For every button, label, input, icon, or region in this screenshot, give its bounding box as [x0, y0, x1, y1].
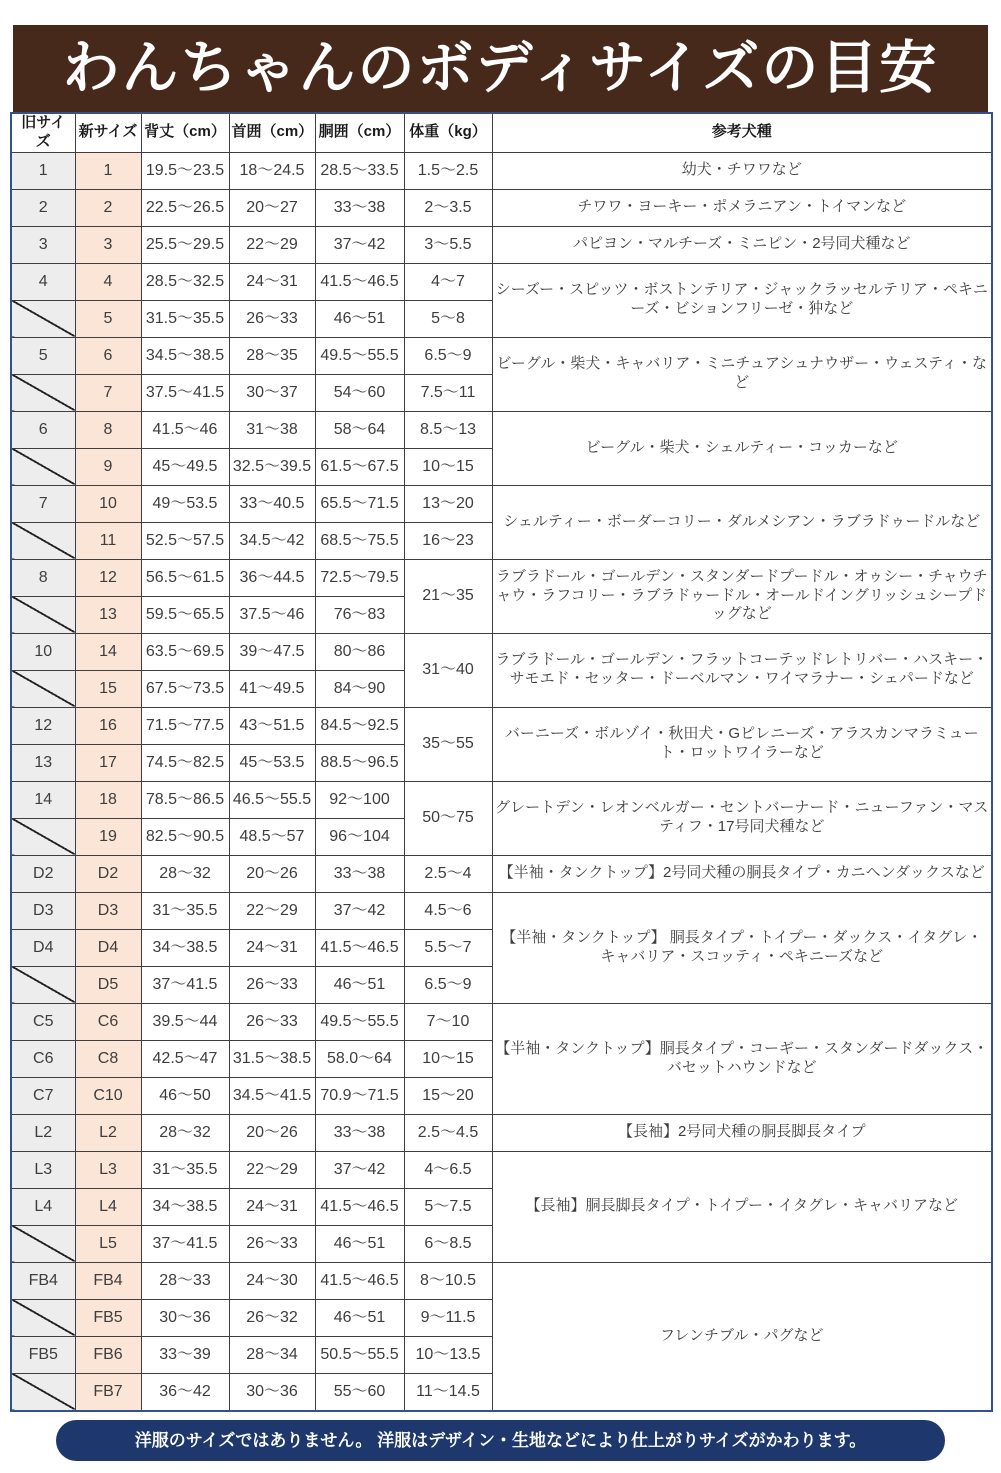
- old-size-cell: FB4: [11, 1262, 75, 1299]
- weight-cell: 4～6.5: [404, 1151, 492, 1188]
- chest-girth-cell: 50.5～55.5: [315, 1336, 404, 1373]
- weight-cell: 2.5～4.5: [404, 1114, 492, 1151]
- chest-girth-cell: 49.5～55.5: [315, 1003, 404, 1040]
- back-length-cell: 37.5～41.5: [141, 374, 229, 411]
- back-length-cell: 63.5～69.5: [141, 633, 229, 670]
- old-size-empty-cell: [11, 596, 75, 633]
- table-row: [11, 781, 992, 818]
- neck-girth-cell: 32.5～39.5: [229, 448, 315, 485]
- weight-cell: 7.5～11: [404, 374, 492, 411]
- ref-breeds-cell: フレンチブル・パグなど: [492, 1262, 992, 1411]
- back-length-cell: 31～35.5: [141, 892, 229, 929]
- size-table: [10, 112, 993, 1412]
- chest-girth-cell: 46～51: [315, 300, 404, 337]
- table-row: [11, 152, 992, 189]
- neck-girth-cell: 43～51.5: [229, 707, 315, 744]
- neck-girth-cell: 34.5～41.5: [229, 1077, 315, 1114]
- ref-breeds-cell: 【長袖】2号同犬種の胴長脚長タイプ: [492, 1114, 992, 1151]
- new-size-cell: FB6: [75, 1336, 141, 1373]
- old-size-empty-cell: [11, 448, 75, 485]
- old-size-cell: FB5: [11, 1336, 75, 1373]
- neck-girth-cell: 24～31: [229, 1188, 315, 1225]
- chest-girth-cell: 49.5～55.5: [315, 337, 404, 374]
- new-size-cell: C10: [75, 1077, 141, 1114]
- new-size-cell: 15: [75, 670, 141, 707]
- neck-girth-cell: 26～33: [229, 300, 315, 337]
- table-row: [11, 1151, 992, 1188]
- weight-cell: 5～7.5: [404, 1188, 492, 1225]
- back-length-cell: 82.5～90.5: [141, 818, 229, 855]
- chest-girth-cell: 54～60: [315, 374, 404, 411]
- new-size-cell: FB5: [75, 1299, 141, 1336]
- size-table-wrap: [10, 112, 993, 1412]
- weight-cell: 10～13.5: [404, 1336, 492, 1373]
- back-length-cell: 59.5～65.5: [141, 596, 229, 633]
- header-chest-girth: 胴囲（cm）: [315, 113, 404, 152]
- header-weight: 体重（kg）: [404, 113, 492, 152]
- back-length-cell: 71.5～77.5: [141, 707, 229, 744]
- table-row: [11, 226, 992, 263]
- back-length-cell: 46～50: [141, 1077, 229, 1114]
- table-row: [11, 1262, 992, 1299]
- header-old-size: 旧サイズ: [11, 113, 75, 152]
- ref-breeds-cell: ビーグル・柴犬・シェルティー・コッカーなど: [492, 411, 992, 485]
- weight-cell: 13～20: [404, 485, 492, 522]
- chest-girth-cell: 37～42: [315, 1151, 404, 1188]
- weight-cell: 6.5～9: [404, 966, 492, 1003]
- new-size-cell: C6: [75, 1003, 141, 1040]
- ref-breeds-cell: 【半袖・タンクトップ】2号同犬種の胴長タイプ・カニヘンダックスなど: [492, 855, 992, 892]
- table-row: [11, 559, 992, 596]
- weight-cell: 15～20: [404, 1077, 492, 1114]
- chest-girth-cell: 46～51: [315, 966, 404, 1003]
- header-row: [11, 113, 992, 152]
- weight-cell: 4～7: [404, 263, 492, 300]
- chest-girth-cell: 41.5～46.5: [315, 1262, 404, 1299]
- ref-breeds-cell: ラブラドール・ゴールデン・フラットコーテッドレトリバー・ハスキー・サモエド・セッター・ドーベルマン・ワイマラナー・シェパードなど: [492, 633, 992, 707]
- ref-breeds-cell: チワワ・ヨーキー・ポメラニアン・トイマンなど: [492, 189, 992, 226]
- table-row: [11, 1003, 992, 1040]
- old-size-cell: 6: [11, 411, 75, 448]
- header-ref-breeds: 参考犬種: [492, 113, 992, 152]
- table-row: [11, 189, 992, 226]
- old-size-cell: 2: [11, 189, 75, 226]
- header-back-length: 背丈（cm）: [141, 113, 229, 152]
- neck-girth-cell: 45～53.5: [229, 744, 315, 781]
- old-size-cell: L3: [11, 1151, 75, 1188]
- chest-girth-cell: 65.5～71.5: [315, 485, 404, 522]
- neck-girth-cell: 20～26: [229, 1114, 315, 1151]
- new-size-cell: 7: [75, 374, 141, 411]
- back-length-cell: 28～33: [141, 1262, 229, 1299]
- ref-breeds-cell: シェルティー・ボーダーコリー・ダルメシアン・ラブラドゥードルなど: [492, 485, 992, 559]
- table-row: [11, 485, 992, 522]
- old-size-cell: 5: [11, 337, 75, 374]
- new-size-cell: 11: [75, 522, 141, 559]
- neck-girth-cell: 34.5～42: [229, 522, 315, 559]
- back-length-cell: 34.5～38.5: [141, 337, 229, 374]
- table-row: [11, 411, 992, 448]
- chest-girth-cell: 76～83: [315, 596, 404, 633]
- new-size-cell: 13: [75, 596, 141, 633]
- old-size-cell: 10: [11, 633, 75, 670]
- old-size-cell: 7: [11, 485, 75, 522]
- weight-cell: 2.5～4: [404, 855, 492, 892]
- weight-cell: 7～10: [404, 1003, 492, 1040]
- new-size-cell: 1: [75, 152, 141, 189]
- ref-breeds-cell: バーニーズ・ボルゾイ・秋田犬・Gピレニーズ・アラスカンマラミュート・ロットワイラーなど: [492, 707, 992, 781]
- neck-girth-cell: 41～49.5: [229, 670, 315, 707]
- table-row: [11, 263, 992, 300]
- old-size-empty-cell: [11, 1225, 75, 1262]
- neck-girth-cell: 22～29: [229, 1151, 315, 1188]
- back-length-cell: 28～32: [141, 1114, 229, 1151]
- old-size-cell: D3: [11, 892, 75, 929]
- weight-cell: 31～40: [404, 633, 492, 707]
- neck-girth-cell: 26～33: [229, 1003, 315, 1040]
- back-length-cell: 19.5～23.5: [141, 152, 229, 189]
- new-size-cell: 17: [75, 744, 141, 781]
- chest-girth-cell: 33～38: [315, 189, 404, 226]
- back-length-cell: 22.5～26.5: [141, 189, 229, 226]
- neck-girth-cell: 22～29: [229, 892, 315, 929]
- chest-girth-cell: 41.5～46.5: [315, 1188, 404, 1225]
- old-size-cell: L4: [11, 1188, 75, 1225]
- chest-girth-cell: 41.5～46.5: [315, 929, 404, 966]
- ref-breeds-cell: 幼犬・チワワなど: [492, 152, 992, 189]
- old-size-cell: C5: [11, 1003, 75, 1040]
- chest-girth-cell: 80～86: [315, 633, 404, 670]
- new-size-cell: 5: [75, 300, 141, 337]
- chest-girth-cell: 61.5～67.5: [315, 448, 404, 485]
- weight-cell: 4.5～6: [404, 892, 492, 929]
- weight-cell: 16～23: [404, 522, 492, 559]
- back-length-cell: 28.5～32.5: [141, 263, 229, 300]
- old-size-cell: 12: [11, 707, 75, 744]
- weight-cell: 8～10.5: [404, 1262, 492, 1299]
- header-neck-girth: 首囲（cm）: [229, 113, 315, 152]
- new-size-cell: L3: [75, 1151, 141, 1188]
- weight-cell: 21～35: [404, 559, 492, 633]
- new-size-cell: 14: [75, 633, 141, 670]
- neck-girth-cell: 36～44.5: [229, 559, 315, 596]
- weight-cell: 10～15: [404, 1040, 492, 1077]
- neck-girth-cell: 26～33: [229, 1225, 315, 1262]
- back-length-cell: 30～36: [141, 1299, 229, 1336]
- ref-breeds-cell: 【半袖・タンクトップ】 胴長タイプ・トイプー・ダックス・イタグレ・キャバリア・スコッティ・ペキニーズなど: [492, 892, 992, 1003]
- back-length-cell: 25.5～29.5: [141, 226, 229, 263]
- chest-girth-cell: 46～51: [315, 1225, 404, 1262]
- neck-girth-cell: 33～40.5: [229, 485, 315, 522]
- table-row: [11, 855, 992, 892]
- old-size-cell: 13: [11, 744, 75, 781]
- weight-cell: 35～55: [404, 707, 492, 781]
- chest-girth-cell: 70.9～71.5: [315, 1077, 404, 1114]
- new-size-cell: C8: [75, 1040, 141, 1077]
- new-size-cell: 18: [75, 781, 141, 818]
- back-length-cell: 74.5～82.5: [141, 744, 229, 781]
- old-size-empty-cell: [11, 1299, 75, 1336]
- chest-girth-cell: 37～42: [315, 226, 404, 263]
- new-size-cell: D3: [75, 892, 141, 929]
- weight-cell: 6.5～9: [404, 337, 492, 374]
- back-length-cell: 56.5～61.5: [141, 559, 229, 596]
- weight-cell: 2～3.5: [404, 189, 492, 226]
- back-length-cell: 36～42: [141, 1373, 229, 1411]
- back-length-cell: 34～38.5: [141, 1188, 229, 1225]
- new-size-cell: 8: [75, 411, 141, 448]
- new-size-cell: FB4: [75, 1262, 141, 1299]
- new-size-cell: L4: [75, 1188, 141, 1225]
- weight-cell: 6～8.5: [404, 1225, 492, 1262]
- weight-cell: 10～15: [404, 448, 492, 485]
- neck-girth-cell: 28～35: [229, 337, 315, 374]
- neck-girth-cell: 24～31: [229, 263, 315, 300]
- new-size-cell: 4: [75, 263, 141, 300]
- back-length-cell: 33～39: [141, 1336, 229, 1373]
- new-size-cell: D2: [75, 855, 141, 892]
- old-size-cell: D2: [11, 855, 75, 892]
- old-size-cell: C7: [11, 1077, 75, 1114]
- new-size-cell: 2: [75, 189, 141, 226]
- new-size-cell: 10: [75, 485, 141, 522]
- new-size-cell: 9: [75, 448, 141, 485]
- back-length-cell: 34～38.5: [141, 929, 229, 966]
- disclaimer-banner: 洋服のサイズではありません。 洋服はデザイン・生地などにより仕上がりサイズがかわります。: [56, 1420, 945, 1461]
- chest-girth-cell: 88.5～96.5: [315, 744, 404, 781]
- back-length-cell: 52.5～57.5: [141, 522, 229, 559]
- neck-girth-cell: 26～33: [229, 966, 315, 1003]
- new-size-cell: L2: [75, 1114, 141, 1151]
- table-row: [11, 633, 992, 670]
- chest-girth-cell: 55～60: [315, 1373, 404, 1411]
- old-size-cell: 4: [11, 263, 75, 300]
- old-size-empty-cell: [11, 522, 75, 559]
- new-size-cell: D5: [75, 966, 141, 1003]
- new-size-cell: D4: [75, 929, 141, 966]
- new-size-cell: L5: [75, 1225, 141, 1262]
- back-length-cell: 78.5～86.5: [141, 781, 229, 818]
- page-title: わんちゃんのボディサイズの目安: [13, 25, 988, 112]
- back-length-cell: 37～41.5: [141, 1225, 229, 1262]
- neck-girth-cell: 48.5～57: [229, 818, 315, 855]
- neck-girth-cell: 31～38: [229, 411, 315, 448]
- back-length-cell: 45～49.5: [141, 448, 229, 485]
- chest-girth-cell: 96～104: [315, 818, 404, 855]
- neck-girth-cell: 20～27: [229, 189, 315, 226]
- back-length-cell: 39.5～44: [141, 1003, 229, 1040]
- neck-girth-cell: 26～32: [229, 1299, 315, 1336]
- back-length-cell: 28～32: [141, 855, 229, 892]
- back-length-cell: 31.5～35.5: [141, 300, 229, 337]
- weight-cell: 50～75: [404, 781, 492, 855]
- weight-cell: 5～8: [404, 300, 492, 337]
- weight-cell: 11～14.5: [404, 1373, 492, 1411]
- ref-breeds-cell: ラブラドール・ゴールデン・スタンダードプードル・オゥシー・チャウチャウ・ラフコリー・ラブラドゥードル・オールドイングリッシュシープドッグなど: [492, 559, 992, 633]
- table-row: [11, 892, 992, 929]
- ref-breeds-cell: 【半袖・タンクトップ】胴長タイプ・コーギー・スタンダードダックス・バセットハウンドなど: [492, 1003, 992, 1114]
- neck-girth-cell: 28～34: [229, 1336, 315, 1373]
- chest-girth-cell: 84～90: [315, 670, 404, 707]
- back-length-cell: 42.5～47: [141, 1040, 229, 1077]
- back-length-cell: 67.5～73.5: [141, 670, 229, 707]
- neck-girth-cell: 20～26: [229, 855, 315, 892]
- size-table-header: [11, 113, 992, 152]
- ref-breeds-cell: グレートデン・レオンベルガー・セントバーナード・ニューファン・マスティフ・17号同犬種など: [492, 781, 992, 855]
- chest-girth-cell: 33～38: [315, 1114, 404, 1151]
- chest-girth-cell: 41.5～46.5: [315, 263, 404, 300]
- chest-girth-cell: 33～38: [315, 855, 404, 892]
- chest-girth-cell: 58.0～64: [315, 1040, 404, 1077]
- back-length-cell: 41.5～46: [141, 411, 229, 448]
- weight-cell: 3～5.5: [404, 226, 492, 263]
- old-size-empty-cell: [11, 374, 75, 411]
- old-size-empty-cell: [11, 1373, 75, 1411]
- neck-girth-cell: 30～37: [229, 374, 315, 411]
- back-length-cell: 49～53.5: [141, 485, 229, 522]
- new-size-cell: 3: [75, 226, 141, 263]
- chest-girth-cell: 72.5～79.5: [315, 559, 404, 596]
- new-size-cell: 16: [75, 707, 141, 744]
- back-length-cell: 37～41.5: [141, 966, 229, 1003]
- new-size-cell: 12: [75, 559, 141, 596]
- new-size-cell: 6: [75, 337, 141, 374]
- ref-breeds-cell: ビーグル・柴犬・キャバリア・ミニチュアシュナウザー・ウェスティ・など: [492, 337, 992, 411]
- neck-girth-cell: 22～29: [229, 226, 315, 263]
- old-size-cell: D4: [11, 929, 75, 966]
- weight-cell: 9～11.5: [404, 1299, 492, 1336]
- old-size-empty-cell: [11, 300, 75, 337]
- chest-girth-cell: 92～100: [315, 781, 404, 818]
- back-length-cell: 31～35.5: [141, 1151, 229, 1188]
- old-size-cell: 3: [11, 226, 75, 263]
- old-size-cell: 1: [11, 152, 75, 189]
- chest-girth-cell: 37～42: [315, 892, 404, 929]
- new-size-cell: 19: [75, 818, 141, 855]
- header-new-size: 新サイズ: [75, 113, 141, 152]
- ref-breeds-cell: パピヨン・マルチーズ・ミニピン・2号同犬種など: [492, 226, 992, 263]
- chest-girth-cell: 46～51: [315, 1299, 404, 1336]
- neck-girth-cell: 24～31: [229, 929, 315, 966]
- neck-girth-cell: 18～24.5: [229, 152, 315, 189]
- table-row: [11, 1114, 992, 1151]
- neck-girth-cell: 30～36: [229, 1373, 315, 1411]
- chest-girth-cell: 58～64: [315, 411, 404, 448]
- ref-breeds-cell: 【長袖】胴長脚長タイプ・トイプー・イタグレ・キャバリアなど: [492, 1151, 992, 1262]
- old-size-cell: L2: [11, 1114, 75, 1151]
- weight-cell: 8.5～13: [404, 411, 492, 448]
- table-row: [11, 707, 992, 744]
- neck-girth-cell: 24～30: [229, 1262, 315, 1299]
- weight-cell: 1.5～2.5: [404, 152, 492, 189]
- weight-cell: 5.5～7: [404, 929, 492, 966]
- neck-girth-cell: 31.5～38.5: [229, 1040, 315, 1077]
- old-size-empty-cell: [11, 966, 75, 1003]
- new-size-cell: FB7: [75, 1373, 141, 1411]
- table-row: [11, 337, 992, 374]
- chest-girth-cell: 84.5～92.5: [315, 707, 404, 744]
- ref-breeds-cell: シーズー・スピッツ・ボストンテリア・ジャックラッセルテリア・ペキニーズ・ビションフリーゼ・狆など: [492, 263, 992, 337]
- old-size-empty-cell: [11, 670, 75, 707]
- neck-girth-cell: 37.5～46: [229, 596, 315, 633]
- neck-girth-cell: 46.5～55.5: [229, 781, 315, 818]
- neck-girth-cell: 39～47.5: [229, 633, 315, 670]
- chest-girth-cell: 68.5～75.5: [315, 522, 404, 559]
- old-size-cell: 8: [11, 559, 75, 596]
- old-size-cell: 14: [11, 781, 75, 818]
- size-table-body: [11, 152, 992, 1411]
- old-size-cell: C6: [11, 1040, 75, 1077]
- chest-girth-cell: 28.5～33.5: [315, 152, 404, 189]
- old-size-empty-cell: [11, 818, 75, 855]
